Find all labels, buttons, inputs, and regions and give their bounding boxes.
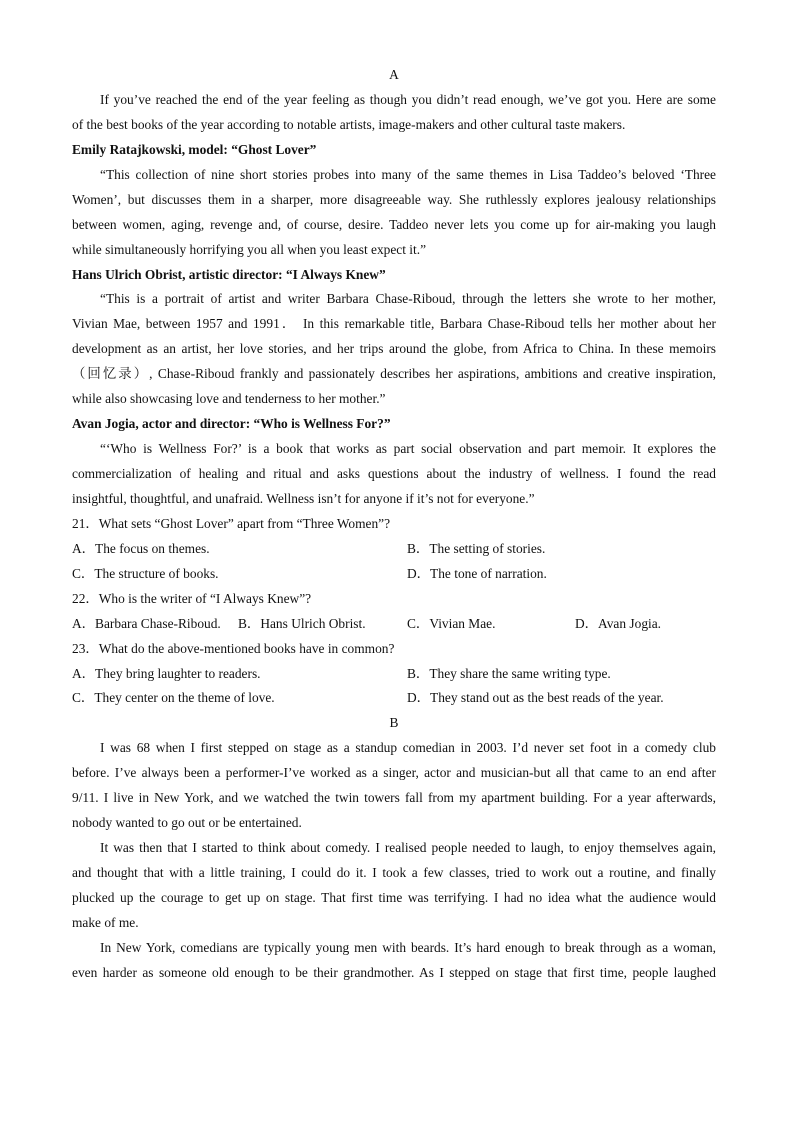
- question-stem: 21．What sets “Ghost Lover” apart from “Three Women”?: [72, 515, 391, 531]
- paragraph-line: make of me.: [72, 914, 139, 930]
- paragraph-line: while simultaneously horrifying you all when you least expect it.”: [72, 241, 427, 257]
- answer-option: D．Avan Jogia.: [575, 615, 662, 631]
- paragraph-line: I was 68 when I first stepped on stage as a standup comedian in 2003. I’d never set foot in a comedy club: [100, 740, 716, 756]
- section-label: B: [389, 715, 399, 731]
- document-page: [72, 63, 716, 986]
- paragraph-line: “This collection of nine short stories probes into many of the same themes in Lisa Taddeo’s beloved ‘Three: [100, 166, 716, 182]
- options-row: [72, 686, 716, 711]
- paragraph-line: If you’ve reached the end of the year feeling as though you didn’t read enough, we’ve got you. Here are some: [100, 91, 716, 107]
- paragraph-line: and thought that with a little training, I could do it. I took a few classes, tried to work out a routine, and finally: [72, 865, 716, 880]
- paragraph-line: before. I’ve always been a performer-I’ve worked as a singer, actor and musician-but all that came to an end after: [72, 765, 716, 781]
- answer-option: A．The focus on themes.: [72, 540, 210, 556]
- paragraph-line: Vivian Mae, between 1957 and 1991． In this remarkable title, Barbara Chase-Riboud tells her mother about her: [72, 316, 716, 332]
- paragraph-line: In New York, comedians are typically young men with beards. It’s hard enough to break through as a woman,: [100, 939, 716, 955]
- paragraph-line: “This is a portrait of artist and writer Barbara Chase-Riboud, through the letters she wrote to her mother,: [100, 291, 716, 307]
- options-row: [72, 612, 716, 637]
- book-heading: Hans Ulrich Obrist, artistic director: “I Always Knew”: [72, 266, 386, 282]
- answer-option: D．They stand out as the best reads of the year.: [407, 690, 664, 706]
- answer-option: C．They center on the theme of love.: [72, 690, 275, 706]
- paragraph-line: while also showcasing love and tenderness to her mother.”: [72, 391, 386, 407]
- answer-option: A．They bring laughter to readers.: [72, 665, 261, 681]
- paragraph-line: insightful, thoughtful, and unafraid. Wellness isn’t for anyone if it’s not for everyone.”: [72, 490, 535, 506]
- paragraph-line: development as an artist, her love stories, and her trips around the globe, from Africa to China. In these memoirs: [72, 341, 716, 357]
- answer-option: B．The setting of stories.: [407, 540, 546, 556]
- paragraph-line: “‘Who is Wellness For?’ is a book that works as part social observation and part memoir. It explores the: [100, 441, 716, 457]
- paragraph-line: 9/11. I live in New York, and we watched the twin towers fall from my apartment building. For a year afterwards,: [72, 790, 716, 806]
- paragraph-line: It was then that I started to think about comedy. I realised people needed to laugh, to enjoy themselves again,: [100, 840, 716, 856]
- options-row: [72, 537, 716, 562]
- answer-option: D．The tone of narration.: [407, 565, 547, 581]
- paragraph-line: plucked up the courage to get up on stage. That first time was terrifying. I had no idea what the audience would: [72, 889, 716, 905]
- section-label: A: [389, 67, 399, 82]
- paragraph-line: Women’, but discusses them in a sharper, more disagreeable way. She ruthlessly explores jealousy relationships: [72, 191, 716, 207]
- options-row: [72, 662, 716, 687]
- answer-option: B．They share the same writing type.: [407, 665, 611, 681]
- options-row: [72, 562, 716, 587]
- question-stem: 23．What do the above-mentioned books have in common?: [72, 640, 395, 656]
- book-heading: Avan Jogia, actor and director: “Who is Wellness For?”: [72, 416, 391, 432]
- paragraph-line: nobody wanted to go out or be entertained.: [72, 815, 302, 831]
- paragraph-line: of the best books of the year according to notable artists, image-makers and other cultural taste makers.: [72, 116, 626, 132]
- paragraph-line: commercialization of healing and ritual and asks questions about the industry of wellness. I found the read: [72, 466, 716, 481]
- paragraph-line: （回忆录）, Chase-Riboud frankly and passionately describes her aspirations, ambitions and creative inspiration,: [72, 366, 716, 382]
- answer-option: A．Barbara Chase-Riboud.: [72, 615, 221, 631]
- answer-option: B．Hans Ulrich Obrist.: [238, 615, 366, 631]
- paragraph-line: between women, aging, revenge and, of course, desire. Taddeo never lets you come up for air-making you laugh: [72, 216, 716, 232]
- paragraph-line: even harder as someone old enough to be their grandmother. As I stepped on stage that first time, people laughed: [72, 964, 716, 980]
- book-heading: Emily Ratajkowski, model: “Ghost Lover”: [72, 141, 317, 157]
- answer-option: C．The structure of books.: [72, 565, 219, 581]
- question-stem: 22．Who is the writer of “I Always Knew”?: [72, 590, 312, 606]
- answer-option: C．Vivian Mae.: [407, 615, 496, 631]
